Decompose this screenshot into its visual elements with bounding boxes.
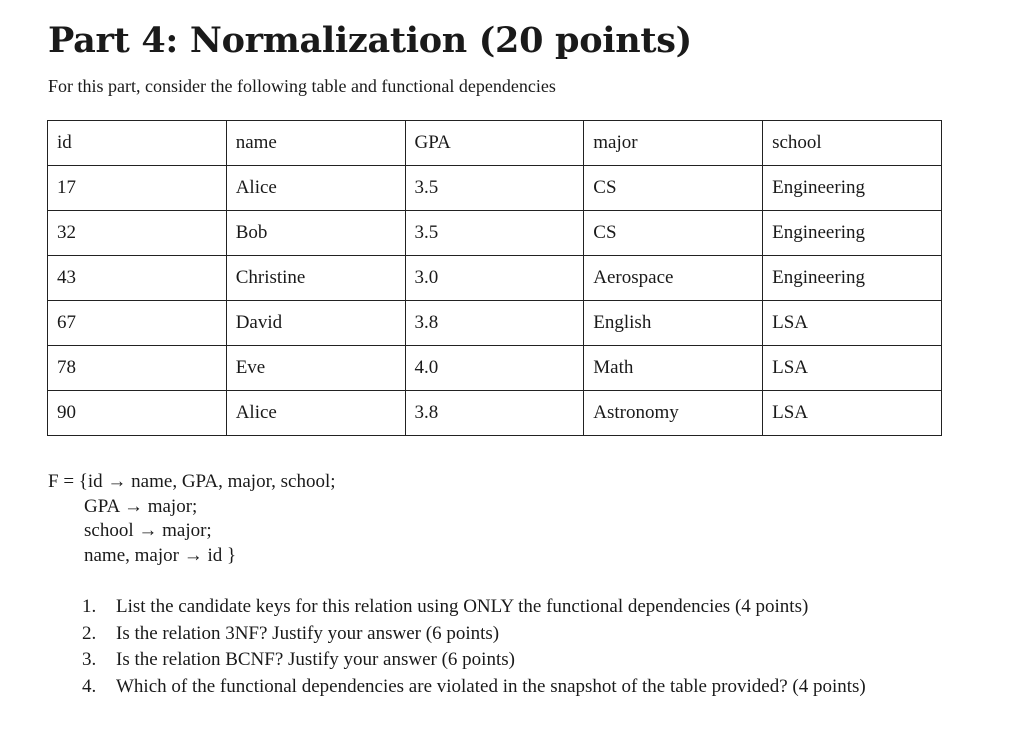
table-header-row <box>48 121 942 166</box>
functional-dependencies <box>48 470 336 568</box>
cell-id: 67 <box>48 301 227 346</box>
cell-major: CS <box>584 211 763 256</box>
cell-school: LSA <box>763 391 942 436</box>
intro-text: For this part, consider the following table and functional dependencies <box>48 76 556 96</box>
cell-name: Christine <box>226 256 405 301</box>
cell-school: LSA <box>763 301 942 346</box>
header-gpa: GPA <box>405 121 584 166</box>
question-number: 3. <box>82 649 97 670</box>
question-text: List the candidate keys for this relation using ONLY the functional dependencies (4 points) <box>116 596 809 617</box>
cell-gpa: 3.8 <box>405 391 584 436</box>
cell-school: Engineering <box>763 256 942 301</box>
cell-id: 17 <box>48 166 227 211</box>
cell-gpa: 3.5 <box>405 166 584 211</box>
question-number: 4. <box>82 675 97 697</box>
cell-name: Eve <box>226 346 405 391</box>
cell-major: CS <box>584 166 763 211</box>
fd-line: name, major → id } <box>84 544 237 566</box>
cell-school: Engineering <box>763 166 942 211</box>
cell-name: Alice <box>226 391 405 436</box>
question-number: 1. <box>82 596 97 617</box>
question-item <box>82 647 962 674</box>
table-row <box>48 391 942 436</box>
question-list <box>82 594 962 700</box>
fd-line: school → major; <box>84 520 212 541</box>
question-item <box>82 621 962 648</box>
question-number: 2. <box>82 622 97 644</box>
cell-school: LSA <box>763 346 942 391</box>
cell-id: 32 <box>48 211 227 256</box>
cell-gpa: 3.5 <box>405 211 584 256</box>
table-row <box>48 301 942 346</box>
fd-line: F = {id → name, GPA, major, school; <box>48 471 336 492</box>
header-id: id <box>48 121 227 166</box>
table-row <box>48 211 942 256</box>
table-row <box>48 256 942 301</box>
question-item <box>82 674 962 701</box>
cell-gpa: 3.8 <box>405 301 584 346</box>
cell-school: Engineering <box>763 211 942 256</box>
cell-id: 78 <box>48 346 227 391</box>
table-row <box>48 346 942 391</box>
cell-gpa: 4.0 <box>405 346 584 391</box>
cell-name: David <box>226 301 405 346</box>
question-text: Is the relation 3NF? Justify your answer (6 points) <box>116 622 500 644</box>
cell-gpa: 3.0 <box>405 256 584 301</box>
question-text: Is the relation BCNF? Justify your answer (6 points) <box>116 649 515 670</box>
page-title: Part 4: Normalization (20 points) <box>48 20 692 61</box>
header-school: school <box>763 121 942 166</box>
cell-name: Alice <box>226 166 405 211</box>
header-name: name <box>226 121 405 166</box>
table-row <box>48 166 942 211</box>
cell-name: Bob <box>226 211 405 256</box>
cell-major: Aerospace <box>584 256 763 301</box>
question-item <box>82 594 962 621</box>
cell-id: 43 <box>48 256 227 301</box>
relation-table <box>47 120 942 436</box>
cell-id: 90 <box>48 391 227 436</box>
cell-major: English <box>584 301 763 346</box>
cell-major: Astronomy <box>584 391 763 436</box>
question-text: Which of the functional dependencies are violated in the snapshot of the table provided? (4 points) <box>116 675 866 697</box>
cell-major: Math <box>584 346 763 391</box>
fd-line: GPA → major; <box>84 495 198 517</box>
header-major: major <box>584 121 763 166</box>
